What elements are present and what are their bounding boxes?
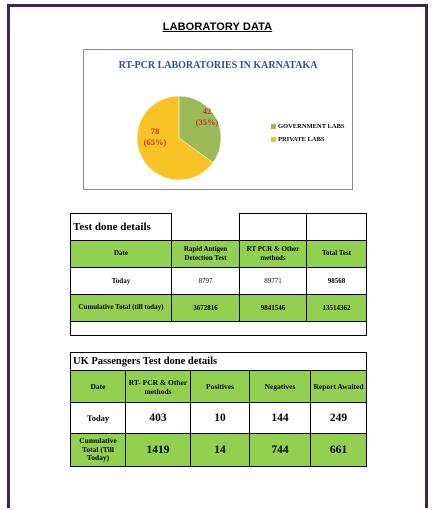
header-total-test: Total Test: [307, 241, 367, 268]
chart-legend: [271, 123, 345, 149]
cell-value: 13514362: [307, 295, 367, 322]
cell-value: 661: [311, 434, 367, 467]
cell-value: 144: [250, 403, 311, 434]
uk-passengers-title: UK Passengers Test done details: [71, 353, 367, 371]
header-date: Date: [71, 241, 172, 268]
table-row: [71, 434, 367, 467]
data-label-private-value: 78: [150, 126, 160, 136]
legend-item-private: [271, 136, 345, 143]
cell-value: 98568: [307, 268, 367, 295]
cell-value: 10: [191, 403, 250, 434]
row-label: Today: [71, 403, 126, 434]
cell-value: 89771: [240, 268, 307, 295]
table-row: [71, 403, 367, 434]
test-done-table: [70, 213, 367, 336]
page-heading: LABORATORY DATA: [162, 21, 273, 33]
header-date: Date: [71, 371, 126, 403]
header-rt-pcr: RT- PCR & Other methods: [126, 371, 191, 403]
header-rapid-antigen: Rapid Antigen Detection Test: [172, 241, 240, 268]
legend-label-government: GOVERNMENT LABS: [278, 123, 345, 130]
cell-value: 3672816: [172, 295, 240, 322]
pie-chart-svg: [84, 50, 354, 191]
pie-chart: [83, 49, 353, 190]
cell-value: 249: [311, 403, 367, 434]
row-label: Cumulative Total (till today): [71, 295, 172, 322]
test-done-title: Test done details: [71, 214, 172, 241]
cell-value: 14: [191, 434, 250, 467]
header-rt-pcr: RT PCR & Other methods: [240, 241, 307, 268]
data-label-private-percent: (65%): [143, 137, 167, 147]
row-label: Cumulative Total (Till Today): [71, 434, 126, 467]
table-row: [71, 268, 367, 295]
row-label: Today: [71, 268, 172, 295]
cell-value: 9841546: [240, 295, 307, 322]
cell-value: 8797: [172, 268, 240, 295]
cell-value: 744: [250, 434, 311, 467]
chart-title: RT-PCR LABORATORIES IN KARNATAKA: [118, 60, 318, 71]
header-positives: Positives: [191, 371, 250, 403]
document-page: [7, 4, 428, 508]
blank-row: [71, 322, 367, 336]
header-negatives: Negatives: [250, 371, 311, 403]
cell-value: 1419: [126, 434, 191, 467]
legend-item-government: [271, 123, 345, 130]
table-row: [71, 295, 367, 322]
legend-swatch-government: [271, 124, 276, 129]
cell-value: 403: [126, 403, 191, 434]
legend-label-private: PRIVATE LABS: [278, 136, 325, 143]
legend-swatch-private: [271, 137, 276, 142]
uk-passengers-table: [70, 352, 367, 467]
header-report-awaited: Report Awaited: [311, 371, 367, 403]
data-label-government-value: 42: [202, 106, 212, 116]
data-label-government-percent: (35%): [195, 117, 219, 127]
